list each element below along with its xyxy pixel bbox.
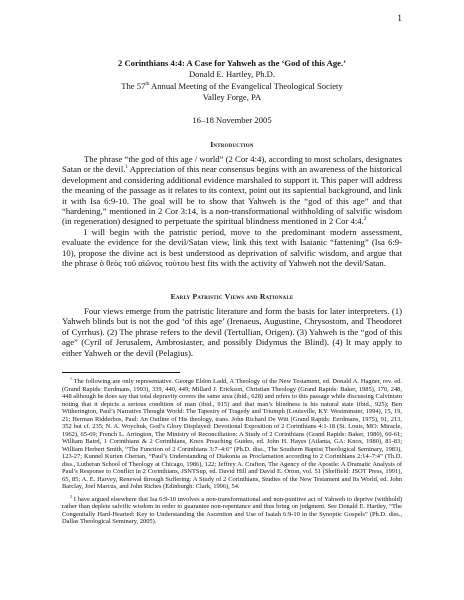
footnote-2-text: I have argued elsewhere that Isa 6:9-10 involves a non-transformational and non-punitive act of Yahweh to deprive (withhold) rather than deplete salvific wisdom in order to guarantee non-repentance and thus bring on judgment. See Donald E. Hartley, “The Congenitally Hard-Hearted: Key to Understanding the Ascention and Use of Isaiah 6:9-10 in the Synoptic Gospels” (Ph.D. diss., Dallas Theological Seminary, 2005). xyxy=(62,495,402,525)
intro-paragraph-1 xyxy=(62,154,402,227)
introduction-body xyxy=(62,154,402,268)
patristic-paragraph-1: Four views emerge from the patristic literature and form the basis for later interpreters. (1) Yahweh blinds but is not the god ‘of this age’ (Irenaeus, Augustine, Chrysostom, and Theodoret of Cyrrhus). (2) The phrase refers to the devil (Tertullian, Origen). (3) Yahweh is the “god of this age” (Cyril of Jerusalem, Ambrosiaster, and possibly Didymus the Blind). (4) It may apply to either Yahweh or the devil (Pelagius). xyxy=(62,306,402,358)
footnotes xyxy=(62,378,402,531)
footnote-2-number: 2 xyxy=(70,494,72,499)
patristic-body xyxy=(62,306,402,358)
meeting-pre: The 57 xyxy=(121,80,146,91)
intro-p1-text-a: The phrase “the god of this age / world” (2 Cor 4:4), according to most scholars, designates Satan or the devil. xyxy=(62,154,402,175)
footnote-1-number: 1 xyxy=(70,376,72,381)
footnote-1 xyxy=(62,378,402,491)
footnote-2 xyxy=(62,496,402,526)
paper-header xyxy=(62,58,402,126)
meeting-line xyxy=(62,81,402,92)
greek-phrase: ὁ θεὸς τοῦ αἰῶνος τούτου xyxy=(99,258,189,269)
footnote-ref-1: 1 xyxy=(125,164,129,171)
footnote-ref-2: 2 xyxy=(363,216,367,223)
dates-line: 16–18 November 2005 xyxy=(192,114,272,125)
patristic-heading: Early Patristic Views and Rationale xyxy=(170,292,294,301)
introduction-heading: Introduction xyxy=(210,140,254,149)
intro-p2-text-a: I will begin with the patristic period, move to the predominant modern assessment, evaluate the evidence for the devil/Satan view, link this text with Isaianic “fattening” (Isa 6:9-10), propose the divine act is best understood as deprivation of salvific wisdom, and argue that the phrase xyxy=(62,226,402,269)
meeting-ordinal: th xyxy=(145,80,150,87)
footnote-1-text: The following are only representative. George Eldon Ladd, A Theology of the New Testament, ed. Donald A. Hagner, rev. ed. (Grand Rapids: Eerdmans, 1993), 339, 440, 449; Millard J. Erickson, Christian Theology (Grand Rapids: Baker, 1985), 170, 248, 448 although he does say that total depravity covers the same area (ibid., 628) and refers to this passage while discussing Calvinism noting that it depicts a serious condition of man (ibid., 915) and that man’s blindness is his natural state (ibid., 925); Ben Witherington, Paul’s Narrative Thought World: The Tapestry of Tragedy and Triumph (Louisville, KY: Westminster, 1994), 15, 19, 21; Herman Ridderbos, Paul: An Outline of His theology, trans. John Richard De Witt (Grand Rapids: Eerdmans, 1975), 91, 213, 352 but cf. 235; N. A. Woychuk, God’s Glory Displayed: Devotional Exposition of 2 Corinthians 4:1-18 (St. Louis, MO: Miracle, 1962), 65-69; French L. Arrington, The Ministry of Reconciliation: A Study of 2 Corinthians (Grand Rapids: Baker, 1980), 60-61; William Baird, 1 Corinthians & 2 Corinthians, Knox Preaching Guides, ed. John H. Hayes (Atlanta, GA: Knox, 1980), 81-83; William Herbert Smith, “The Function of 2 Corinthians 3:7–4:6” (Ph.D. diss., The Southern Baptist Theological Seminary, 1983), 123-27; Kunnel Kurien Cherian, “Paul’s Understanding of Diakonia as Proclamation according to 2 Corinthians 2:14–7:4” (Th.D. diss., Lutheran School of Theology at Chicago, 1986), 122; Jeffrey A. Crafton, The Agency of the Apostle: A Dramatic Analysis of Paul’s Response to Conflict in 2 Corinthians, JSNTSup, ed. David Hill and David E. Orton, vol. 51 (Sheffield: JSOT Press, 1991), 65, 85; A. E. Harvey, Renewal through Suffering: A Study of 2 Corinthians, Studies of the New Testament and Its World, ed. John Barclay, Joel Marcus, and John Riches (Edinburgh: Clark, 1996), 54. xyxy=(62,378,402,490)
footnote-separator xyxy=(62,372,180,373)
author-line: Donald E. Hartley, Ph.D. xyxy=(188,69,276,80)
page-number: 1 xyxy=(397,14,402,24)
meeting-post: Annual Meeting of the Evangelical Theological Society xyxy=(149,80,343,91)
location-line: Valley Forge, PA xyxy=(202,92,262,103)
paper-title: 2 Corinthians 4:4: A Case for Yahweh as the ‘God of this Age.’ xyxy=(118,58,346,68)
intro-paragraph-2 xyxy=(62,227,402,269)
intro-p1-text-b: Appreciation of this near consensus begins with an awareness of the historical development and considering additional evidence marshaled to support it. This paper will address the meaning of the passage as it relates to its context, point out its sapiential background, and link it with Isa 6:9-10. The goal will be to show that Yahweh is the “god of this age” and that “hardening,” mentioned in 2 Cor 3:14, is a non-transformational withholding of salvific wisdom (in regeneration) designed to perpetuate the spiritual blindness mentioned in 2 Cor 4:4. xyxy=(62,164,402,227)
intro-p2-text-b: best fits with the activity of Yahweh not the devil/Satan. xyxy=(189,258,386,269)
